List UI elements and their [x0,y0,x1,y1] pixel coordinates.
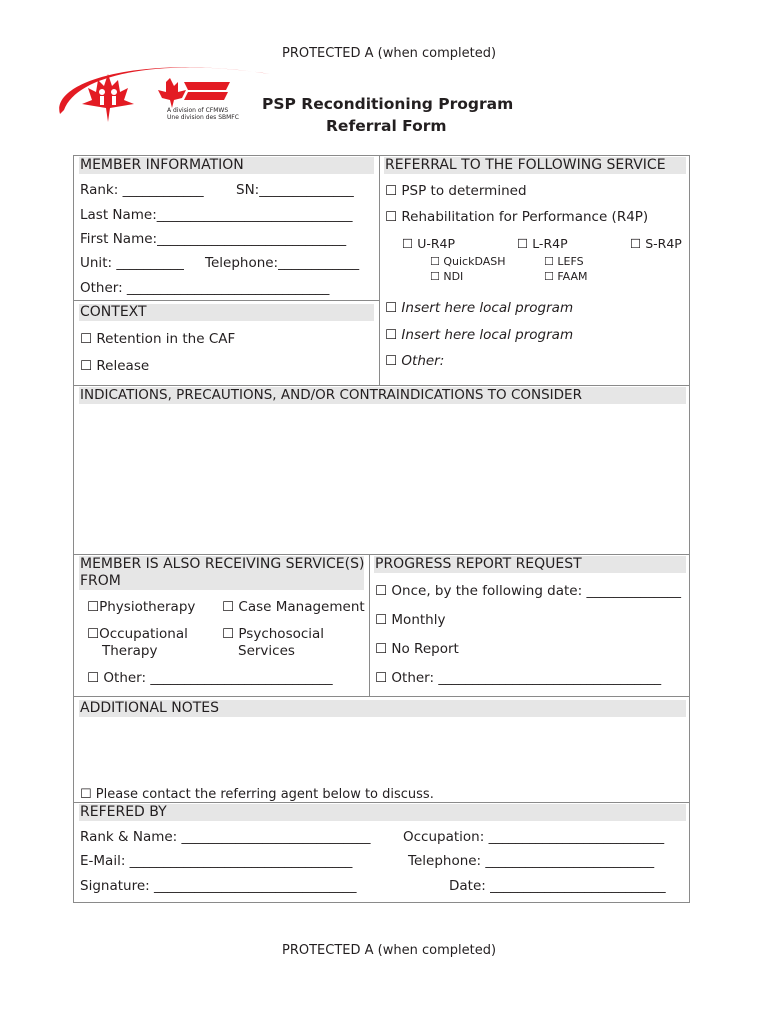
services-heading-line2: FROM [80,573,121,589]
telephone-field[interactable]: Telephone:____________ [205,255,360,271]
first-name-field[interactable]: First Name:____________________________ [80,231,347,247]
form-title-line2: Referral Form [326,117,447,135]
date-field[interactable]: Date: __________________________ [449,878,666,894]
faam-label: FAAM [557,270,588,283]
divider-indications [73,385,690,386]
rank-name-field[interactable]: Rank & Name: ____________________________ [80,829,371,845]
psychosocial-label-line1: Psychosocial [238,626,325,642]
protected-header: PROTECTED A (when completed) [282,46,497,61]
divider-context [73,300,379,301]
ndi-label: NDI [443,270,464,283]
psychosocial-checkbox[interactable]: ☐ Psychosocial [222,626,325,642]
other-field[interactable]: Other: ______________________________ [80,280,330,296]
lefs-label: LEFS [557,255,584,268]
progress-once-label: Once, by the following date: ______________ [391,583,681,599]
unit-field[interactable]: Unit: __________ [80,255,184,271]
ot-label-line2: Therapy [102,643,158,659]
last-name-field[interactable]: Last Name:_____________________________ [80,207,353,223]
l-r4p-label: L-R4P [532,236,568,251]
release-checkbox[interactable]: ☐ Release [80,358,150,374]
form-title-line1: PSP Reconditioning Program [262,95,514,113]
contact-agent-checkbox[interactable]: ☐ Please contact the referring agent below to discuss. [80,787,434,802]
release-label: Release [96,358,150,374]
protected-footer: PROTECTED A (when completed) [282,943,497,958]
referral-heading: REFERRAL TO THE FOLLOWING SERVICE [385,157,666,173]
progress-monthly-label: Monthly [391,612,446,628]
signature-field[interactable]: Signature: ______________________________ [80,878,357,894]
psp-logo-graphic [48,52,278,132]
services-heading-line1: MEMBER IS ALSO RECEIVING SERVICE(S) [80,556,365,572]
rank-field[interactable]: Rank: ____________ [80,182,204,198]
ot-checkbox[interactable]: ☐Occupational [87,626,188,642]
local-program-2-checkbox[interactable]: ☐ Insert here local program [385,327,574,343]
divider-top-vertical [379,155,380,385]
physio-checkbox[interactable]: ☐Physiotherapy [87,599,196,615]
quickdash-label: QuickDASH [443,255,506,268]
referral-other-label: Other: [401,353,445,369]
services-other-checkbox[interactable]: ☐ Other: ___________________________ [87,670,333,686]
member-heading: MEMBER INFORMATION [80,157,244,173]
progress-monthly-checkbox[interactable]: ☐ Monthly [375,612,446,628]
local-program-1-label: Insert here local program [401,300,574,316]
retention-label: Retention in the CAF [96,331,236,347]
logo-subtext-2: Une division des SBMFC [167,114,239,121]
progress-heading: PROGRESS REPORT REQUEST [375,556,582,572]
logo-subtext-1: A division of CFMWS [167,107,229,114]
case-management-checkbox[interactable]: ☐ Case Management [222,599,365,615]
psp-logo [48,52,278,132]
indications-heading: INDICATIONS, PRECAUTIONS, AND/OR CONTRAINDICATIONS TO CONSIDER [80,387,582,403]
case-management-label: Case Management [238,599,365,615]
quickdash-checkbox[interactable]: ☐ QuickDASH [430,255,506,268]
divider-notes [73,696,690,697]
physio-label: Physiotherapy [99,599,196,615]
ndi-checkbox[interactable]: ☐ NDI [430,270,464,283]
divider-services [73,554,690,555]
progress-no-report-label: No Report [391,641,459,657]
progress-other-checkbox[interactable]: ☐ Other: _________________________________ [375,670,662,686]
r4p-checkbox[interactable]: ☐ Rehabilitation for Performance (R4P) [385,209,649,225]
psp-checkbox[interactable]: ☐ PSP to determined [385,183,527,199]
psychosocial-label-line2: Services [238,643,295,659]
psp-label: PSP to determined [401,183,527,199]
retention-checkbox[interactable]: ☐ Retention in the CAF [80,331,236,347]
sn-field[interactable]: SN:______________ [236,182,354,198]
r4p-label: Rehabilitation for Performance (R4P) [401,209,649,225]
notes-textarea[interactable] [80,720,686,784]
email-field[interactable]: E-Mail: _________________________________ [80,853,353,869]
indications-textarea[interactable] [80,406,686,550]
lefs-checkbox[interactable]: ☐ LEFS [544,255,584,268]
services-other-label: Other: ___________________________ [103,670,333,686]
u-r4p-label: U-R4P [417,236,456,251]
l-r4p-checkbox[interactable]: ☐ L-R4P [517,236,568,251]
referrer-telephone-field[interactable]: Telephone: _________________________ [408,853,655,869]
local-program-1-checkbox[interactable]: ☐ Insert here local program [385,300,574,316]
progress-no-report-checkbox[interactable]: ☐ No Report [375,641,459,657]
ot-label-line1: Occupational [99,626,188,642]
s-r4p-label: S-R4P [645,236,682,251]
s-r4p-checkbox[interactable]: ☐ S-R4P [630,236,682,251]
occupation-field[interactable]: Occupation: __________________________ [403,829,665,845]
faam-checkbox[interactable]: ☐ FAAM [544,270,588,283]
divider-services-vertical [369,554,370,696]
progress-once-checkbox[interactable]: ☐ Once, by the following date: ______________ [375,583,681,599]
divider-refered-by [73,802,690,803]
referral-other-checkbox[interactable]: ☐ Other: [385,353,445,369]
notes-heading: ADDITIONAL NOTES [80,700,220,716]
local-program-2-label: Insert here local program [401,327,574,343]
u-r4p-checkbox[interactable]: ☐ U-R4P [402,236,456,251]
context-heading: CONTEXT [80,304,147,320]
progress-other-label: Other: _________________________________ [391,670,662,686]
refered-by-heading: REFERED BY [80,804,167,820]
contact-agent-label: Please contact the referring agent below to discuss. [95,787,434,802]
refered-by-heading-bar [79,804,686,821]
